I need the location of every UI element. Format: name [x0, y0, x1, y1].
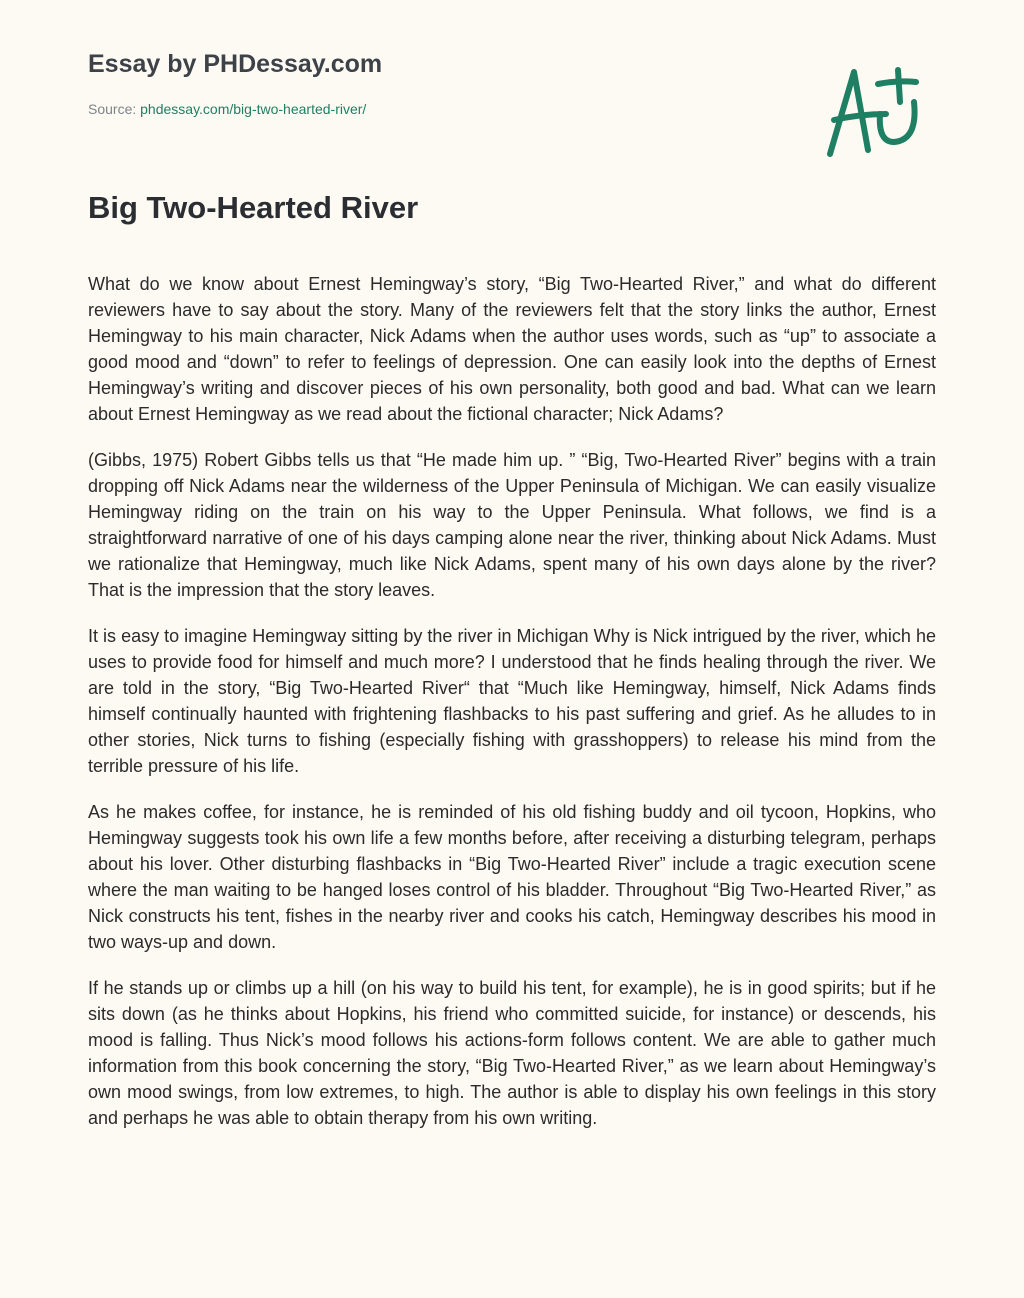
essay-title: Big Two-Hearted River	[88, 190, 419, 225]
essay-paragraph: It is easy to imagine Hemingway sitting by the river in Michigan Why is Nick intrigued by the river, which he uses to provide food for himself and much more? I understood that he finds healing through the river. We are told in the story, “Big Two-Hearted River“ that “Much like Hemingway, himself, Nick Adams finds himself continually haunted with frightening flashbacks to his past suffering and grief. As he alludes to in other stories, Nick turns to fishing (especially fishing with grasshoppers) to release his mind from the terrible pressure of his life.	[88, 626, 936, 776]
essay-paragraph: (Gibbs, 1975) Robert Gibbs tells us that “He made him up. ” “Big, Two-Hearted River” begins with a train dropping off Nick Adams near the wilderness of the Upper Peninsula of Michigan. We can easily visualize Hemingway riding on the train on his way to the Upper Peninsula. What follows, we find is a straightforward narrative of one of his days camping alone near the river, thinking about Nick Adams. Must we rationalize that Hemingway, much like Nick Adams, spent many of his own days alone by the river? That is the impression that the story leaves.	[88, 450, 936, 600]
a-plus-logo-icon	[820, 62, 930, 162]
essay-body	[88, 271, 936, 1250]
site-brand: Essay by PHDessay.com	[88, 50, 383, 78]
source-label: Source:	[88, 101, 137, 117]
essay-paragraph: What do we know about Ernest Hemingway’s story, “Big Two-Hearted River,” and what do different reviewers have to say about the story. Many of the reviewers felt that the story links the author, Ernest Hemingway to his main character, Nick Adams when the author uses words, such as “up” to associate a good mood and “down” to refer to feelings of depression. One can easily look into the depths of Ernest Hemingway’s writing and discover pieces of his own personality, both good and bad. What can we learn about Ernest Hemingway as we read about the fictional character; Nick Adams?	[88, 274, 936, 424]
source-line	[88, 101, 366, 117]
source-link[interactable]: phdessay.com/big-two-hearted-river/	[140, 101, 367, 117]
essay-paragraph: If he stands up or climbs up a hill (on his way to build his tent, for example), he is in good spirits; but if he sits down (as he thinks about Hopkins, his friend who committed suicide, for instance) or descends, his mood is falling. Thus Nick’s mood follows his actions-form follows content. We are able to gather much information from this book concerning the story, “Big Two-Hearted River,” as we learn about Hemingway’s own mood swings, from low extremes, to high. The author is able to display his own feelings in this story and perhaps he was able to obtain therapy from his own writing.	[88, 978, 936, 1128]
essay-paragraph: As he makes coffee, for instance, he is reminded of his old fishing buddy and oil tycoon, Hopkins, who Hemingway suggests took his own life a few months before, after receiving a disturbing telegram, perhaps about his lover. Other disturbing flashbacks in “Big Two-Hearted River” include a tragic execution scene where the man waiting to be hanged loses control of his bladder. Throughout “Big Two-Hearted River,” as Nick constructs his tent, fishes in the nearby river and cooks his catch, Hemingway describes his mood in two ways-up and down.	[88, 802, 936, 952]
